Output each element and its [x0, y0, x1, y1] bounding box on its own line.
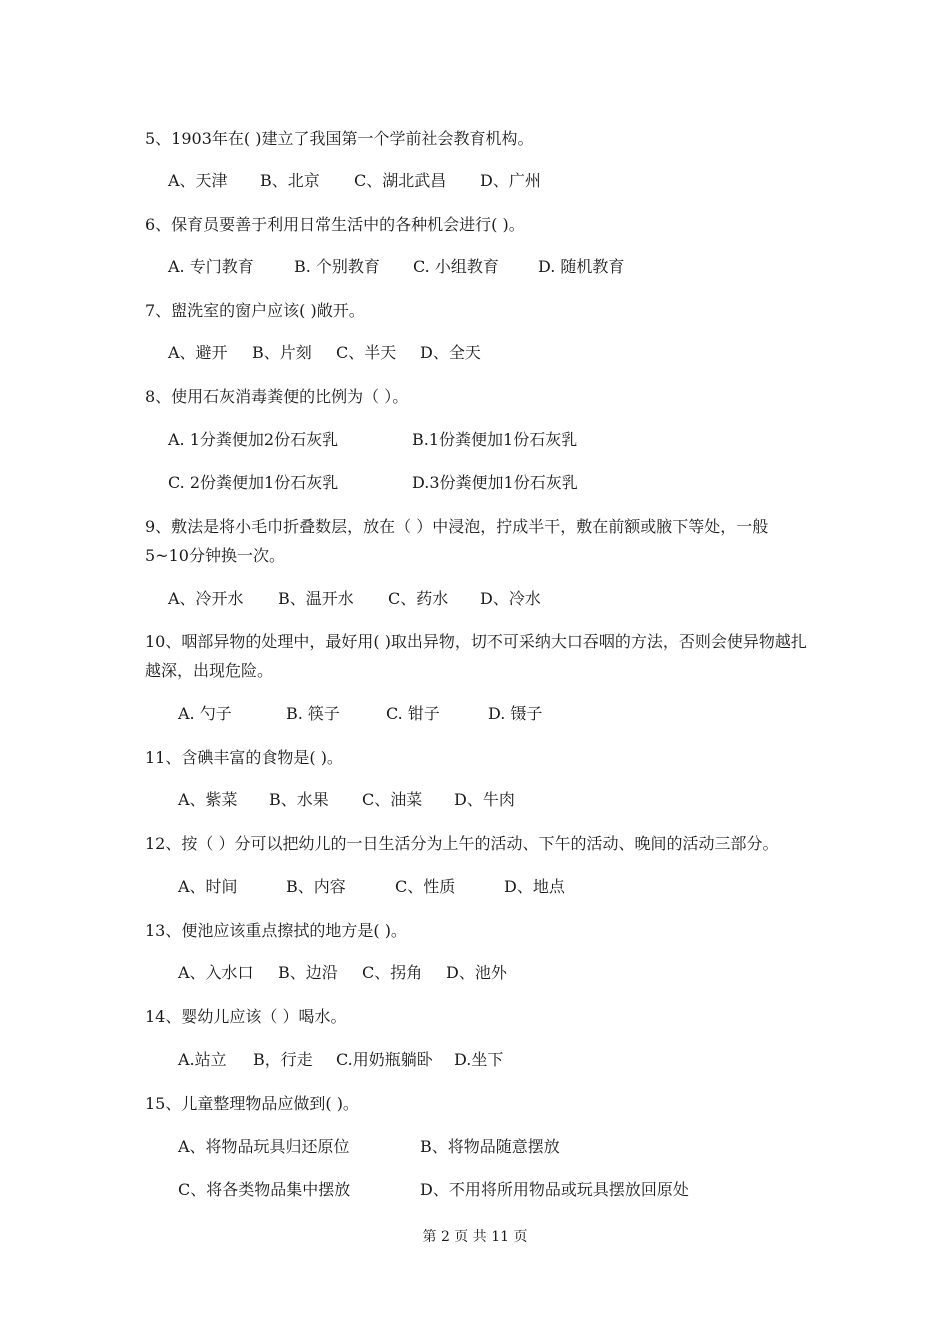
q5-option-c: C、湖北武昌	[354, 171, 447, 190]
q14-option-b: B，行走	[253, 1050, 313, 1069]
q8-option-b: B.1份粪便加1份石灰乳	[412, 430, 578, 449]
q5-option-d: D、广州	[480, 171, 541, 190]
q13-option-d: D、池外	[446, 963, 507, 982]
q6-option-b: B. 个别教育	[294, 257, 380, 276]
q11-option-c: C、油菜	[362, 790, 423, 809]
q13-option-c: C、拐角	[362, 963, 423, 982]
q10-option-d: D. 镊子	[488, 704, 543, 723]
q10-option-a: A. 勺子	[178, 704, 232, 723]
page-number-footer: 第 2 页 共 11 页	[422, 1229, 528, 1245]
q11-option-d: D、牛肉	[454, 790, 515, 809]
question-13: 13、便池应该重点擦拭的地方是( )。	[145, 921, 407, 940]
q13-option-b: B、边沿	[278, 963, 338, 982]
question-8: 8、使用石灰消毒粪便的比例为（ ）。	[145, 387, 409, 406]
q11-option-a: A、紫菜	[178, 790, 238, 809]
q7-option-a: A、避开	[168, 343, 228, 362]
q12-option-a: A、时间	[178, 877, 238, 896]
q9-option-d: D、冷水	[480, 589, 541, 608]
question-5: 5、1903年在( )建立了我国第一个学前社会教育机构。	[145, 129, 534, 148]
question-11: 11、含碘丰富的食物是( )。	[145, 748, 343, 767]
q15-option-b: B、将物品随意摆放	[420, 1137, 560, 1156]
question-14: 14、婴幼儿应该（ ）喝水。	[145, 1007, 347, 1026]
q8-option-a: A. 1分粪便加2份石灰乳	[168, 430, 339, 449]
q8-option-d: D.3份粪便加1份石灰乳	[412, 473, 578, 492]
q11-option-b: B、水果	[269, 790, 329, 809]
q14-option-d: D.坐下	[454, 1050, 504, 1069]
question-7: 7、盥洗室的窗户应该( )敞开。	[145, 301, 365, 320]
question-15: 15、儿童整理物品应做到( )。	[145, 1094, 359, 1113]
q8-option-c: C. 2份粪便加1份石灰乳	[168, 473, 339, 492]
question-10: 10、咽部异物的处理中，最好用( )取出异物，切不可采纳大口吞咽的方法，否则会使异物越扎越深，出现危险。	[145, 632, 807, 680]
q10-option-c: C. 钳子	[386, 704, 440, 723]
q10-option-b: B. 筷子	[286, 704, 340, 723]
q5-option-b: B、北京	[260, 171, 320, 190]
q13-option-a: A、入水口	[178, 963, 254, 982]
q14-option-c: C.用奶瓶躺卧	[336, 1050, 433, 1069]
q7-option-d: D、全天	[420, 343, 481, 362]
q6-option-a: A. 专门教育	[168, 257, 254, 276]
q7-option-c: C、半天	[336, 343, 397, 362]
q14-option-a: A.站立	[178, 1050, 227, 1069]
q7-option-b: B、片刻	[252, 343, 312, 362]
q6-option-d: D. 随机教育	[538, 257, 625, 276]
q6-option-c: C. 小组教育	[413, 257, 499, 276]
q12-option-d: D、地点	[504, 877, 565, 896]
q15-option-c: C、将各类物品集中摆放	[178, 1180, 351, 1199]
q12-option-b: B、内容	[286, 877, 346, 896]
question-12: 12、按（ ）分可以把幼儿的一日生活分为上午的活动、下午的活动、晚间的活动三部分。	[145, 834, 779, 853]
q15-option-a: A、将物品玩具归还原位	[178, 1137, 350, 1156]
q9-option-c: C、药水	[388, 589, 449, 608]
q5-option-a: A、天津	[168, 171, 228, 190]
question-9: 9、敷法是将小毛巾折叠数层，放在（ ）中浸泡，拧成半干，敷在前额或腋下等处，一般5~10分钟换一次。	[145, 517, 769, 565]
q15-option-d: D、不用将所用物品或玩具摆放回原处	[420, 1180, 689, 1199]
q9-option-a: A、冷开水	[168, 589, 244, 608]
q12-option-c: C、性质	[395, 877, 456, 896]
question-6: 6、保育员要善于利用日常生活中的各种机会进行( )。	[145, 215, 525, 234]
q9-option-b: B、温开水	[278, 589, 354, 608]
